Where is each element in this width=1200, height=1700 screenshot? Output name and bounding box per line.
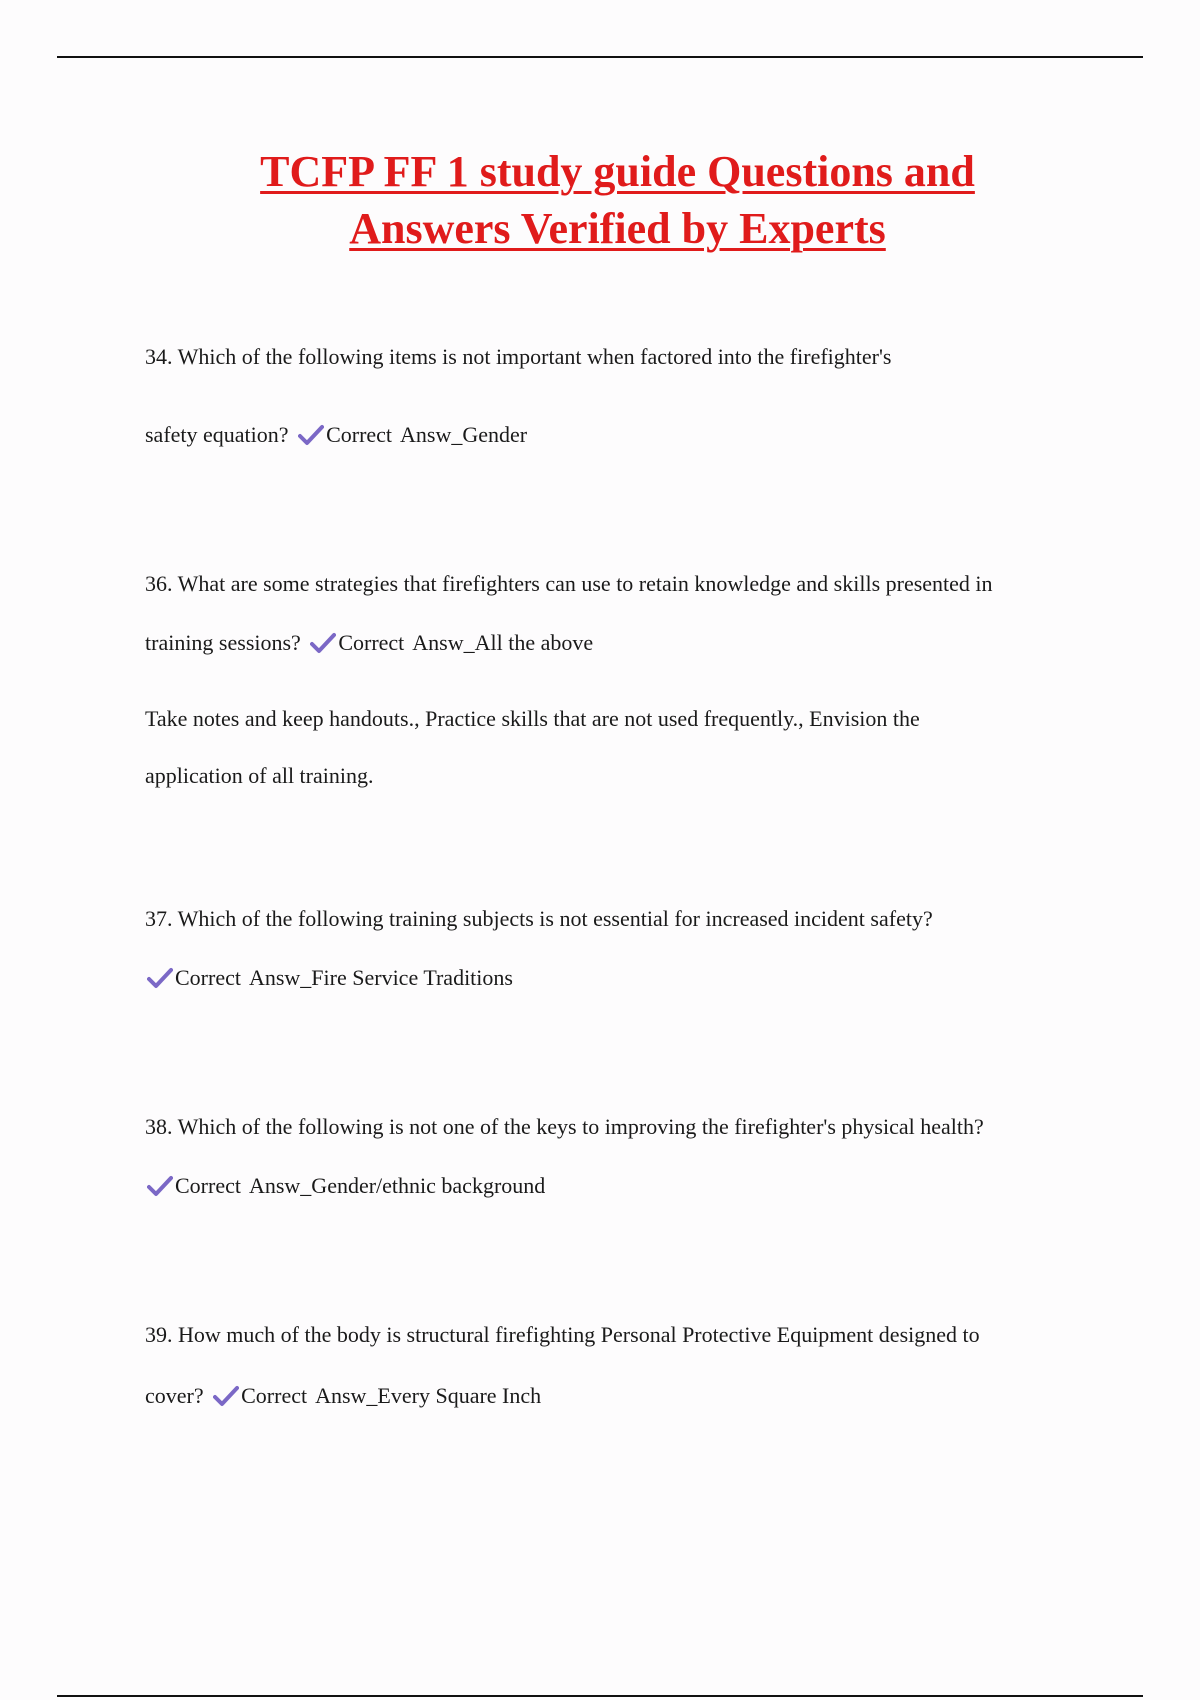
bottom-rule — [57, 1695, 1143, 1697]
question-36-answer: Answ_All the above — [412, 630, 594, 655]
title-line-1: TCFP FF 1 study guide Questions and — [260, 147, 975, 196]
question-38-answer-line — [145, 1172, 545, 1200]
question-36-lead: training sessions? — [145, 630, 301, 655]
check-icon — [147, 1175, 173, 1197]
question-34-text: 34. Which of the following items is not important when factored into the firefighter's — [145, 344, 892, 369]
question-36-answer-line — [145, 629, 593, 657]
question-34-lead: safety equation? — [145, 422, 289, 447]
answer-prefix: Correct — [241, 1383, 308, 1408]
title-line-2: Answers Verified by Experts — [349, 204, 886, 253]
answer-prefix: Correct — [175, 965, 241, 990]
question-37-answer: Answ_Fire Service Traditions — [248, 965, 513, 990]
question-39-answer: Answ_Every Square Inch — [315, 1383, 542, 1408]
document-title — [100, 143, 1135, 257]
top-rule — [57, 56, 1143, 58]
question-39-text: 39. How much of the body is structural firefighting Personal Protective Equipment designed to — [145, 1322, 980, 1347]
question-36-explanation-1: Take notes and keep handouts., Practice skills that are not used frequently., Envision the — [145, 706, 920, 731]
answer-prefix: Correct — [326, 422, 393, 447]
answer-prefix: Correct — [175, 1173, 241, 1198]
question-38-text: 38. Which of the following is not one of the keys to improving the firefighter's physical health? — [145, 1114, 984, 1139]
check-icon — [310, 632, 336, 654]
question-34-answer: Answ_Gender — [400, 422, 528, 447]
check-icon — [213, 1385, 239, 1407]
question-36-text: 36. What are some strategies that firefighters can use to retain knowledge and skills presented in — [145, 571, 993, 596]
check-icon — [298, 424, 324, 446]
question-39-answer-line — [145, 1382, 541, 1410]
question-34-answer-line — [145, 421, 527, 449]
question-37-text: 37. Which of the following training subjects is not essential for increased incident safety? — [145, 906, 933, 931]
question-39-lead: cover? — [145, 1383, 204, 1408]
question-37-answer-line — [145, 964, 513, 992]
question-36-explanation-2: application of all training. — [145, 763, 374, 788]
check-icon — [147, 967, 173, 989]
answer-prefix: Correct — [338, 630, 405, 655]
question-38-answer: Answ_Gender/ethnic background — [248, 1173, 546, 1198]
